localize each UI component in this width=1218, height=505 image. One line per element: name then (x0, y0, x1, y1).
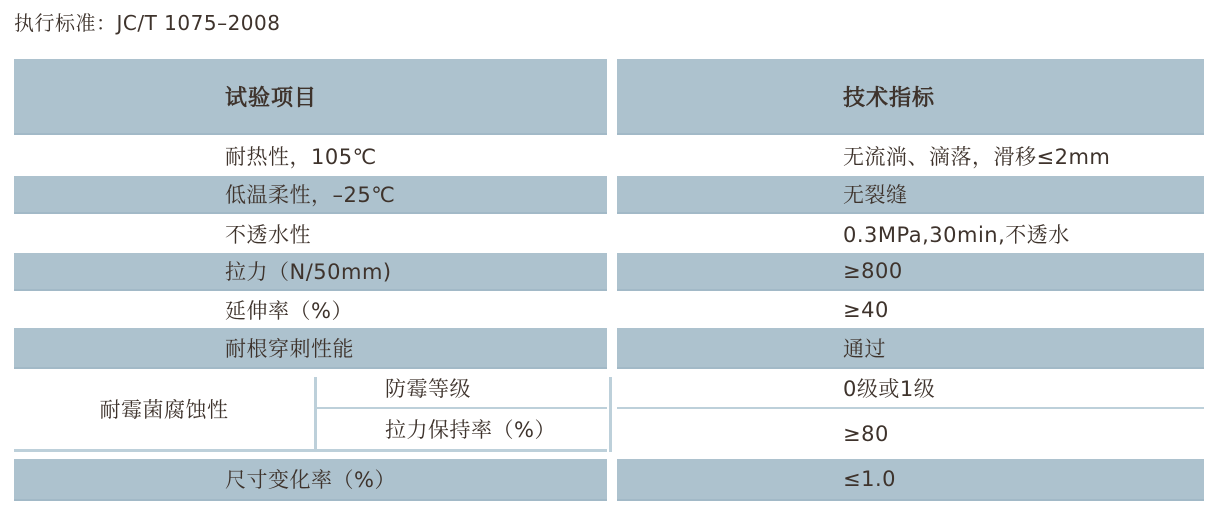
column-gap (607, 328, 617, 369)
column-header-test-item: 试验项目 (14, 59, 607, 135)
group-mold-corrosion-resistance (14, 369, 1204, 459)
column-gap (607, 135, 617, 176)
column-gap (607, 214, 617, 253)
row-root-puncture-resistance (14, 328, 1204, 369)
column-gap (607, 176, 617, 214)
indicator-cell: 无流淌、滴落，滑移≤2mm (617, 135, 1204, 176)
indicator-cell: ≥800 (617, 253, 1204, 291)
merged-sub-values (617, 369, 1204, 459)
test-item-cell: 尺寸变化率（%） (14, 459, 607, 501)
row-heat-resistance (14, 135, 1204, 176)
sub-item-mold-grade: 防霉等级 (314, 369, 607, 409)
test-item-cell: 耐热性，105℃ (14, 135, 607, 176)
execution-standard-label: 执行标准：JC/T 1075–2008 (14, 11, 281, 35)
indicator-cell: ≤1.0 (617, 459, 1204, 501)
horizontal-divider (14, 449, 607, 452)
row-tensile-force (14, 253, 1204, 291)
indicator-cell: 无裂缝 (617, 176, 1204, 214)
merged-sub-items (314, 369, 607, 449)
row-elongation (14, 291, 1204, 328)
column-gap (607, 459, 617, 501)
test-item-cell: 延伸率（%） (14, 291, 607, 328)
sub-value-mold-grade: 0级或1级 (617, 369, 1204, 409)
sub-item-tensile-retention: 拉力保持率（%） (385, 418, 556, 442)
test-item-cell: 拉力（N/50mm) (14, 253, 607, 291)
spec-table (14, 59, 1204, 501)
row-low-temp-flexibility (14, 176, 1204, 214)
row-impermeability (14, 214, 1204, 253)
sub-value-tensile-retention: ≥80 (843, 422, 889, 446)
indicator-cell: 0.3MPa,30min,不透水 (617, 214, 1204, 253)
indicator-cell: ≥40 (617, 291, 1204, 328)
test-item-cell: 低温柔性，–25℃ (14, 176, 607, 214)
table-header-row (14, 59, 1204, 135)
column-gap (607, 253, 617, 291)
test-item-cell: 耐根穿刺性能 (14, 328, 607, 369)
test-item-cell: 不透水性 (14, 214, 607, 253)
column-gap (607, 291, 617, 328)
gap-divider (609, 377, 612, 452)
column-header-tech-indicator: 技术指标 (617, 59, 1204, 135)
row-dimension-change (14, 459, 1204, 501)
vertical-divider (314, 377, 317, 449)
column-gap (607, 59, 617, 135)
merged-test-item-cell: 耐霉菌腐蚀性 (99, 398, 229, 422)
indicator-cell: 通过 (617, 328, 1204, 369)
